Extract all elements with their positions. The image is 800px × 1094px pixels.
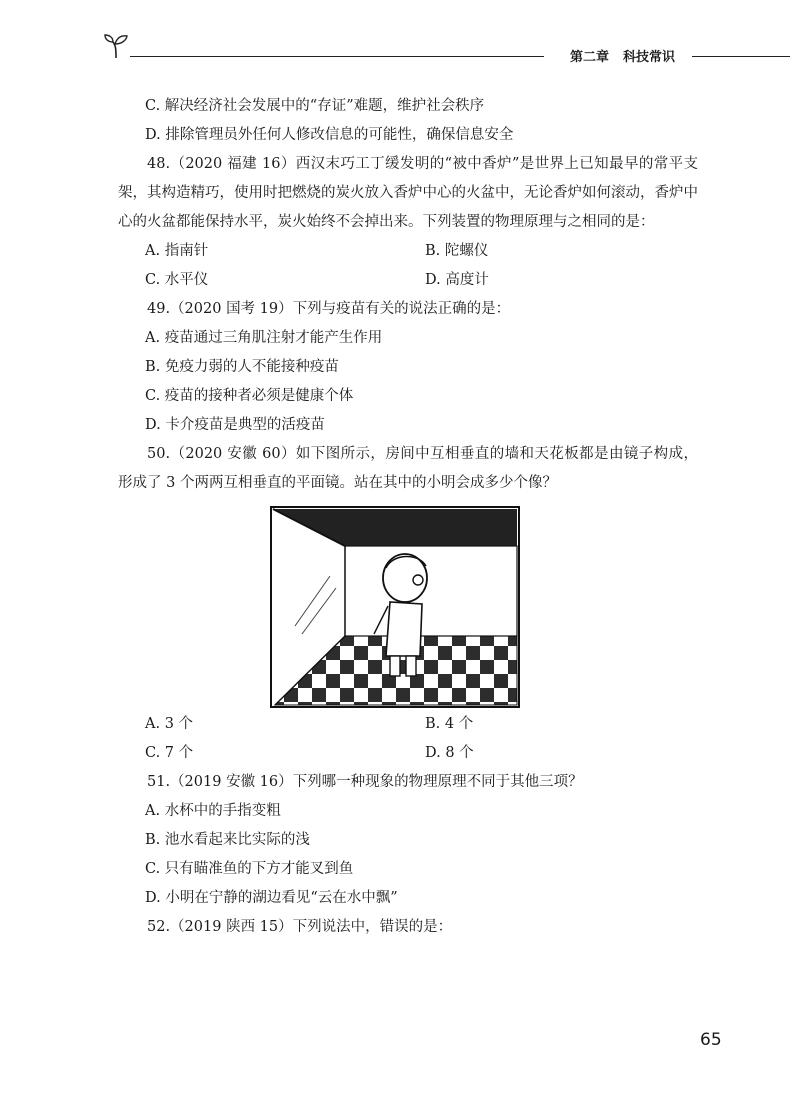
q51-option-a: A. 水杯中的手指变粗	[145, 803, 281, 819]
q50-option-b: B. 4 个	[425, 716, 474, 732]
mirror-room-illustration	[270, 506, 520, 710]
header-rule-right	[692, 56, 790, 57]
q50-option-c: C. 7 个	[145, 745, 194, 761]
sprout-icon	[104, 32, 132, 62]
q51-stem: 51.（2019 安徽 16）下列哪一种现象的物理原理不同于其他三项？	[147, 774, 583, 790]
page-header	[104, 32, 794, 66]
q47-option-c: C. 解决经济社会发展中的“存证”难题，维护社会秩序	[145, 98, 485, 114]
header-title	[570, 46, 675, 65]
q48-options-row-2	[118, 266, 698, 295]
q50-option-d: D. 8 个	[425, 745, 474, 761]
q51-option-c: C. 只有瞄准鱼的下方才能叉到鱼	[145, 861, 354, 877]
q50-stem: 50.（2020 安徽 60）如下图所示，房间中互相垂直的墙和天花板都是由镜子构成，形成了 3 个两两互相垂直的平面镜。站在其中的小明会成多少个像？	[118, 446, 698, 491]
q49-option-d: D. 卡介疫苗是典型的活疫苗	[145, 417, 325, 433]
chapter-label: 第二章	[570, 50, 610, 65]
q48-option-b: B. 陀螺仪	[425, 243, 489, 259]
q48-option-d: D. 高度计	[425, 272, 489, 288]
q52-stem: 52.（2019 陕西 15）下列说法中，错误的是：	[147, 919, 453, 935]
q48-option-c: C. 水平仪	[145, 272, 209, 288]
q48-option-a: A. 指南针	[145, 243, 209, 259]
q50-option-a: A. 3 个	[145, 716, 194, 732]
q51-option-d: D. 小明在宁静的湖边看见“云在水中飘”	[145, 890, 398, 906]
q48-stem: 48.（2020 福建 16）西汉末巧工丁缓发明的“被中香炉”是世界上已知最早的常平支架，其构造精巧，使用时把燃烧的炭火放入香炉中心的火盆中，无论香炉如何滚动，香炉中心的火盆都能保持水平，炭火始终不会掉出来。下列装置的物理原理与之相同的是：	[118, 156, 698, 230]
header-rule-left	[130, 56, 544, 57]
section-label: 科技常识	[623, 50, 676, 65]
q49-stem: 49.（2020 国考 19）下列与疫苗有关的说法正确的是：	[147, 301, 511, 317]
q50-options-row-2	[118, 739, 698, 768]
page-number: 65	[700, 1030, 722, 1050]
q48-options-row-1	[118, 237, 698, 266]
mirror-room-figure	[270, 506, 520, 710]
q49-option-b: B. 免疫力弱的人不能接种疫苗	[145, 359, 339, 375]
q51-option-b: B. 池水看起来比实际的浅	[145, 832, 310, 848]
q47-option-d: D. 排除管理员外任何人修改信息的可能性，确保信息安全	[145, 127, 514, 143]
q49-option-a: A. 疫苗通过三角肌注射才能产生作用	[145, 330, 383, 346]
q49-option-c: C. 疫苗的接种者必须是健康个体	[145, 388, 354, 404]
q50-options-row-1	[118, 710, 698, 739]
page-content	[118, 92, 698, 942]
